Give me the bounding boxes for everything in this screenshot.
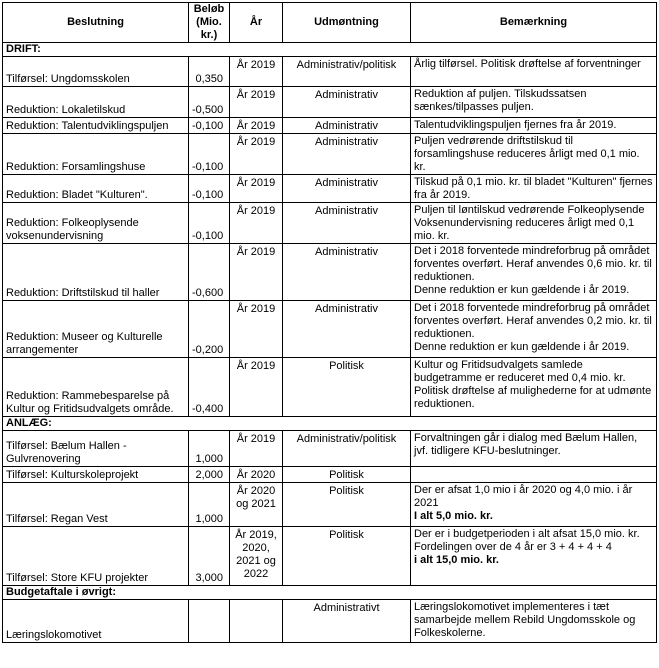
implementation-cell: Administrativ [283,87,411,118]
table-row [3,244,657,301]
decision-cell: Reduktion: Folkeoplysende voksenundervisning [3,203,189,244]
amount-cell: 2,000 [189,467,230,483]
table-row [3,301,657,358]
remark-line: I alt 5,0 mio. kr. [414,510,493,522]
implementation-cell: Administrativ [283,244,411,301]
remarks-cell [411,87,657,118]
remark-line: Puljen vedrørende driftstilskud til forsamlingshuse reduceres årligt med 0,1 mio. kr. [414,135,640,173]
table-row [3,175,657,203]
year-cell: År 2019 [230,301,283,358]
implementation-cell: Administrativ/politisk [283,431,411,467]
amount-cell [189,600,230,643]
remark-line: Forvaltningen går i dialog med Bælum Hallen, jvf. tidligere KFU-beslutninger. [414,432,638,457]
year-cell: År 2019 [230,175,283,203]
year-cell [230,600,283,643]
decision-cell: Reduktion: Museer og Kulturelle arrangementer [3,301,189,358]
amount-cell: -0,100 [189,175,230,203]
section-row [3,43,657,57]
year-cell: År 2019 [230,431,283,467]
remark-line: Reduktion af puljen. Tilskudssatsen sænkes/tilpasses puljen. [414,88,587,113]
implementation-cell: Administrativt [283,600,411,643]
remark-line: Denne reduktion er kun gældende i år 2019. [414,284,630,296]
decision-cell: Reduktion: Lokaletilskud [3,87,189,118]
table-row [3,467,657,483]
implementation-cell: Politisk [283,483,411,527]
year-cell: År 2019 [230,118,283,134]
decision-cell: Reduktion: Bladet "Kulturen". [3,175,189,203]
decision-cell: Læringslokomotivet [3,600,189,643]
table-row [3,527,657,586]
section-title: DRIFT: [3,43,657,57]
remark-line: Der er afsat 1,0 mio i år 2020 og 4,0 mio. i år 2021 [414,484,633,509]
remarks-cell [411,175,657,203]
decision-cell: Tilførsel: Bælum Hallen - Gulvrenovering [3,431,189,467]
remarks-cell [411,467,657,483]
year-cell: År 2019 [230,244,283,301]
remark-line: Det i 2018 forventede mindreforbrug på området forventes overført. Heraf anvendes 0,6 mio. kr. til reduktionen. [414,245,652,283]
section-title: ANLÆG: [3,417,657,431]
decision-cell: Reduktion: Forsamlingshuse [3,134,189,175]
remark-line: i alt 15,0 mio. kr. [414,554,499,566]
remark-line: Puljen til løntilskud vedrørende Folkeoplysende Voksenundervisning reduceres årligt med 0,1 mio. kr. [414,204,645,242]
table-row [3,483,657,527]
year-cell: År 2019 [230,134,283,175]
table-row [3,431,657,467]
implementation-cell: Administrativ [283,301,411,358]
remark-line: Denne reduktion er kun gældende i år 2019. [414,341,630,353]
table-row [3,118,657,134]
decision-cell: Tilførsel: Ungdomsskolen [3,57,189,87]
table-row [3,203,657,244]
implementation-cell: Politisk [283,358,411,417]
year-cell: År 2020 [230,467,283,483]
amount-cell: -0,100 [189,134,230,175]
header-year: År [230,3,283,43]
section-row [3,586,657,600]
decision-cell: Reduktion: Talentudviklingspuljen [3,118,189,134]
table-row [3,358,657,417]
remark-line: Årlig tilførsel. Politisk drøftelse af forventninger [414,58,641,70]
amount-cell: 3,000 [189,527,230,586]
header-remarks: Bemærkning [411,3,657,43]
table-row [3,600,657,643]
amount-cell: -0,200 [189,301,230,358]
budget-table [2,2,657,643]
remarks-cell [411,527,657,586]
implementation-cell: Administrativ [283,134,411,175]
remark-line: Talentudviklingspuljen fjernes fra år 2019. [414,119,617,131]
table-row [3,87,657,118]
decision-cell: Reduktion: Rammebesparelse på Kultur og Fritidsudvalgets område. [3,358,189,417]
year-cell: År 2019 [230,203,283,244]
table-body [3,43,657,643]
header-implementation: Udmøntning [283,3,411,43]
remark-line: Fordelingen over de 4 år er 3 + 4 + 4 + 4 [414,541,612,553]
amount-cell: -0,600 [189,244,230,301]
implementation-cell: Administrativ [283,203,411,244]
year-cell: År 2019 [230,358,283,417]
remarks-cell [411,600,657,643]
remarks-cell [411,118,657,134]
implementation-cell: Politisk [283,527,411,586]
decision-cell: Tilførsel: Store KFU projekter [3,527,189,586]
implementation-cell: Politisk [283,467,411,483]
remarks-cell [411,301,657,358]
year-cell: År 2019 [230,87,283,118]
amount-cell: -0,500 [189,87,230,118]
remark-line: Tilskud på 0,1 mio. kr. til bladet "Kulturen" fjernes fra år 2019. [414,176,653,201]
decision-cell: Tilførsel: Kulturskoleprojekt [3,467,189,483]
remark-line: Politisk drøftelse af mulighederne for at udmønte reduktionen. [414,385,652,410]
header-amount-line2: (Mio. kr.) [196,16,222,41]
decision-cell: Tilførsel: Regan Vest [3,483,189,527]
remarks-cell [411,244,657,301]
amount-cell: -0,400 [189,358,230,417]
remark-line: Der er i budgetperioden i alt afsat 15,0 mio. kr. [414,528,640,540]
implementation-cell: Administrativ/politisk [283,57,411,87]
amount-cell: 1,000 [189,431,230,467]
amount-cell: -0,100 [189,118,230,134]
remark-line: Læringslokomotivet implementeres i tæt samarbejde mellem Rebild Ungdomsskole og Folkeskolerne. [414,601,636,639]
remarks-cell [411,431,657,467]
remarks-cell [411,483,657,527]
amount-cell: 1,000 [189,483,230,527]
year-cell: År 2019 [230,57,283,87]
implementation-cell: Administrativ [283,118,411,134]
remarks-cell [411,203,657,244]
remark-line: Kultur og Fritidsudvalgets samlede budgetramme er reduceret med 0,4 mio. kr. [414,359,626,384]
remarks-cell [411,134,657,175]
table-row [3,134,657,175]
amount-cell: 0,350 [189,57,230,87]
remarks-cell [411,57,657,87]
remark-line: Det i 2018 forventede mindreforbrug på området forventes overført. Heraf anvendes 0,2 mio. kr. til reduktionen. [414,302,652,340]
section-title: Budgetaftale i øvrigt: [3,586,657,600]
implementation-cell: Administrativ [283,175,411,203]
section-row [3,417,657,431]
year-cell: År 2020 og 2021 [230,483,283,527]
header-amount-line1: Beløb [193,3,225,15]
header-decision: Beslutning [3,3,189,43]
year-cell: År 2019, 2020, 2021 og 2022 [230,527,283,586]
table-row [3,57,657,87]
remarks-cell [411,358,657,417]
decision-cell: Reduktion: Driftstilskud til haller [3,244,189,301]
amount-cell: -0,100 [189,203,230,244]
header-amount [189,3,230,43]
header-row [3,3,657,43]
